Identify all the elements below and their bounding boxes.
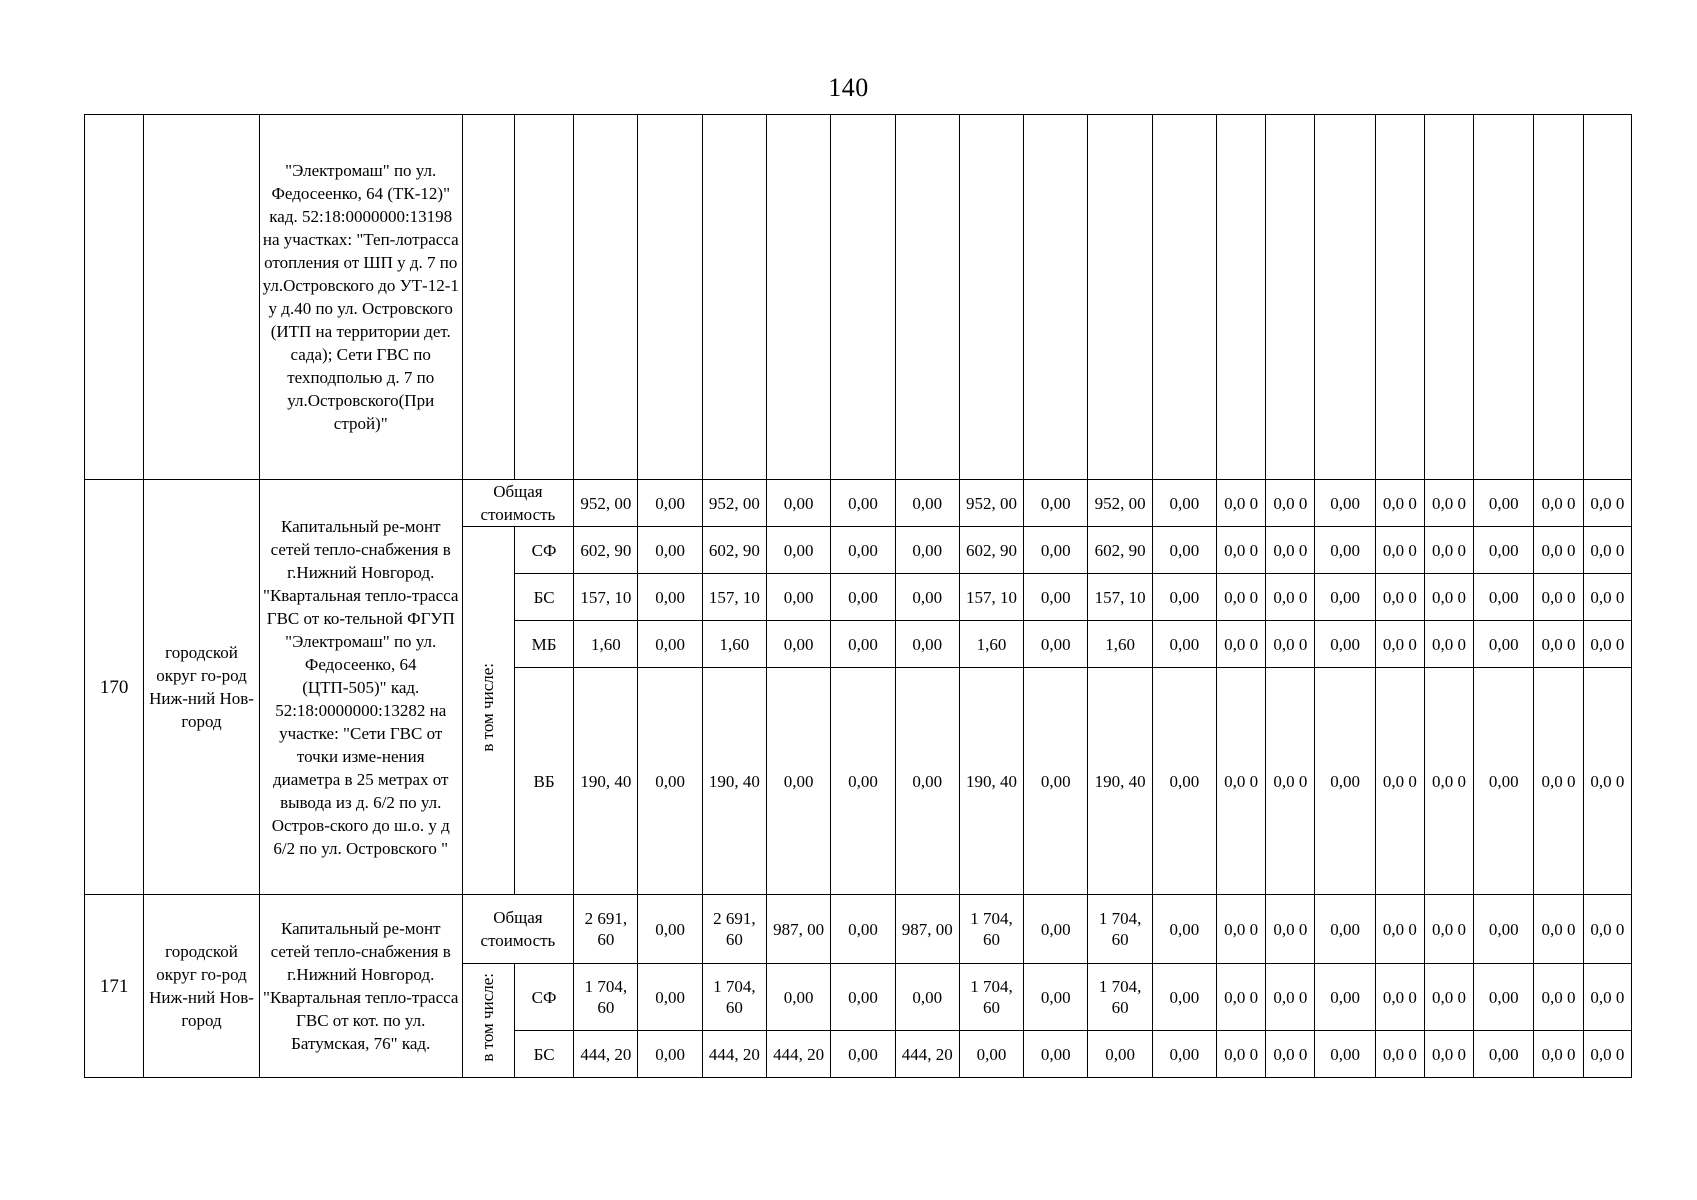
value-cell: 0,0 0	[1375, 527, 1424, 574]
empty-cell	[1266, 115, 1315, 480]
including-label: в том числе:	[478, 663, 498, 752]
value-cell: 0,00	[1152, 964, 1216, 1031]
value-cell: 0,00	[1315, 895, 1375, 964]
value-cell: 0,00	[1024, 480, 1088, 527]
value-cell: 0,0 0	[1375, 480, 1424, 527]
value-cell: 0,00	[1474, 1031, 1534, 1078]
empty-cell	[1534, 115, 1583, 480]
description-cell: "Электромаш" по ул. Федосеенко, 64 (ТК-12)" кад. 52:18:0000000:13198 на участках: "Теп-лотрасса отопления от ШП у д. 7 по ул.Островского до УТ-12-1 у д.40 по ул. Островского (ИТП на территории дет. сада); Сети ГВС по техподполью д. 7 по ул.Островского(При строй)"	[259, 115, 462, 480]
value-cell: 0,0 0	[1583, 480, 1631, 527]
page-number: 140	[828, 73, 869, 102]
value-cell: 0,0 0	[1424, 1031, 1473, 1078]
value-cell: 0,00	[1024, 574, 1088, 621]
value-cell: 0,00	[831, 1031, 895, 1078]
value-cell: 987, 00	[895, 895, 959, 964]
value-cell: 0,00	[1152, 895, 1216, 964]
value-cell: 0,00	[1152, 480, 1216, 527]
municipality-cell: городской округ го-род Ниж-ний Нов-город	[144, 480, 260, 895]
total-cost-label: Общая стоимость	[462, 895, 574, 964]
value-cell: 0,00	[638, 621, 702, 668]
value-cell: 0,00	[831, 895, 895, 964]
value-cell: 0,0 0	[1266, 574, 1315, 621]
value-cell: 0,00	[831, 574, 895, 621]
value-cell: 0,00	[1152, 527, 1216, 574]
funding-source-code: МБ	[514, 621, 573, 668]
funding-source-code: БС	[514, 574, 573, 621]
value-cell: 1 704, 60	[702, 964, 766, 1031]
value-cell: 0,0 0	[1375, 668, 1424, 895]
value-cell: 0,0 0	[1266, 621, 1315, 668]
funding-source-code: ВБ	[514, 668, 573, 895]
value-cell: 444, 20	[574, 1031, 638, 1078]
value-cell: 0,00	[1474, 527, 1534, 574]
value-cell: 1,60	[702, 621, 766, 668]
value-cell: 190, 40	[702, 668, 766, 895]
value-cell: 0,00	[1474, 895, 1534, 964]
description-cell: Капитальный ре-монт сетей тепло-снабжения в г.Нижний Новгород. "Квартальная тепло-трасса ГВС от кот. по ул. Батумская, 76" кад.	[259, 895, 462, 1078]
value-cell: 0,0 0	[1424, 621, 1473, 668]
value-cell: 0,00	[767, 964, 831, 1031]
value-cell: 0,0 0	[1217, 621, 1266, 668]
empty-cell	[1424, 115, 1473, 480]
value-cell: 0,00	[1024, 895, 1088, 964]
value-cell: 0,00	[638, 1031, 702, 1078]
number-cell	[85, 115, 144, 480]
value-cell: 0,0 0	[1583, 895, 1631, 964]
value-cell: 0,00	[895, 668, 959, 895]
value-cell: 157, 10	[574, 574, 638, 621]
value-cell: 0,00	[767, 668, 831, 895]
total-cost-label: Общая стоимость	[462, 480, 574, 527]
value-cell: 0,0 0	[1583, 668, 1631, 895]
value-cell: 0,00	[1024, 527, 1088, 574]
value-cell: 0,0 0	[1217, 480, 1266, 527]
value-cell: 0,0 0	[1217, 527, 1266, 574]
table-row	[85, 895, 1632, 964]
value-cell: 1,60	[1088, 621, 1152, 668]
value-cell: 0,00	[1315, 480, 1375, 527]
value-cell: 0,0 0	[1375, 1031, 1424, 1078]
subject-cell	[144, 115, 260, 480]
empty-cell	[1217, 115, 1266, 480]
value-cell: 0,0 0	[1217, 574, 1266, 621]
description-cell: Капитальный ре-монт сетей тепло-снабжения в г.Нижний Новгород. "Квартальная тепло-трасса ГВС от ко-тельной ФГУП "Электромаш" по ул. Федосеенко, 64 (ЦТП-505)" кад. 52:18:0000000:13282 на участке: "Сети ГВС от точки изме-нения диаметра в 25 метрах от вывода из д. 6/2 по ул. Остров-ского до ш.о. у д 6/2 по ул. Островского "	[259, 480, 462, 895]
value-cell: 0,00	[1024, 1031, 1088, 1078]
funding-table	[84, 114, 1632, 1078]
value-cell: 602, 90	[959, 527, 1023, 574]
value-cell: 952, 00	[702, 480, 766, 527]
empty-cell	[767, 115, 831, 480]
value-cell: 1 704, 60	[574, 964, 638, 1031]
table-body	[85, 115, 1632, 1078]
value-cell: 0,00	[895, 574, 959, 621]
value-cell: 0,0 0	[1375, 895, 1424, 964]
value-cell: 0,00	[767, 621, 831, 668]
value-cell: 0,00	[831, 480, 895, 527]
value-cell: 0,00	[1474, 574, 1534, 621]
funding-source-code: СФ	[514, 964, 573, 1031]
table-row	[85, 115, 1632, 480]
value-cell: 0,0 0	[1266, 480, 1315, 527]
value-cell: 0,0 0	[1375, 574, 1424, 621]
empty-cell	[1024, 115, 1088, 480]
value-cell: 0,00	[638, 895, 702, 964]
value-cell: 0,00	[895, 527, 959, 574]
value-cell: 0,00	[895, 621, 959, 668]
empty-cell	[514, 115, 573, 480]
value-cell: 0,0 0	[1534, 668, 1583, 895]
value-cell: 0,00	[831, 964, 895, 1031]
value-cell: 0,0 0	[1583, 527, 1631, 574]
value-cell: 190, 40	[959, 668, 1023, 895]
value-cell: 0,00	[1152, 1031, 1216, 1078]
value-cell: 0,00	[1024, 964, 1088, 1031]
value-cell: 0,00	[638, 480, 702, 527]
value-cell: 0,0 0	[1583, 621, 1631, 668]
value-cell: 190, 40	[1088, 668, 1152, 895]
value-cell: 0,0 0	[1375, 621, 1424, 668]
value-cell: 0,0 0	[1266, 668, 1315, 895]
value-cell: 602, 90	[1088, 527, 1152, 574]
empty-cell	[1583, 115, 1631, 480]
value-cell: 0,0 0	[1534, 621, 1583, 668]
empty-cell	[702, 115, 766, 480]
empty-cell	[1375, 115, 1424, 480]
value-cell: 0,00	[1152, 621, 1216, 668]
value-cell: 1 704, 60	[1088, 964, 1152, 1031]
value-cell: 0,00	[831, 668, 895, 895]
value-cell: 1 704, 60	[959, 895, 1023, 964]
value-cell: 0,0 0	[1534, 527, 1583, 574]
value-cell: 0,0 0	[1217, 895, 1266, 964]
value-cell: 0,00	[767, 480, 831, 527]
including-label-cell	[462, 964, 514, 1078]
value-cell: 0,0 0	[1424, 895, 1473, 964]
value-cell: 0,00	[1024, 621, 1088, 668]
value-cell: 444, 20	[895, 1031, 959, 1078]
empty-cell	[831, 115, 895, 480]
empty-cell	[1088, 115, 1152, 480]
value-cell: 0,00	[1474, 480, 1534, 527]
value-cell: 0,0 0	[1217, 964, 1266, 1031]
value-cell: 1,60	[959, 621, 1023, 668]
value-cell: 0,00	[831, 621, 895, 668]
value-cell: 0,00	[1474, 964, 1534, 1031]
value-cell: 0,00	[767, 574, 831, 621]
value-cell: 0,00	[1315, 574, 1375, 621]
value-cell: 0,0 0	[1534, 480, 1583, 527]
value-cell: 190, 40	[574, 668, 638, 895]
value-cell: 0,00	[895, 964, 959, 1031]
value-cell: 157, 10	[1088, 574, 1152, 621]
value-cell: 0,00	[1315, 527, 1375, 574]
value-cell: 0,0 0	[1375, 964, 1424, 1031]
empty-cell	[895, 115, 959, 480]
value-cell: 0,0 0	[1424, 574, 1473, 621]
municipality-cell: городской округ го-род Ниж-ний Нов-город	[144, 895, 260, 1078]
value-cell: 0,00	[638, 527, 702, 574]
value-cell: 0,0 0	[1534, 1031, 1583, 1078]
value-cell: 157, 10	[702, 574, 766, 621]
value-cell: 0,00	[1088, 1031, 1152, 1078]
value-cell: 1,60	[574, 621, 638, 668]
value-cell: 157, 10	[959, 574, 1023, 621]
value-cell: 0,00	[638, 668, 702, 895]
value-cell: 0,0 0	[1266, 1031, 1315, 1078]
value-cell: 0,00	[1315, 668, 1375, 895]
value-cell: 1 704, 60	[959, 964, 1023, 1031]
empty-cell	[574, 115, 638, 480]
value-cell: 0,00	[1315, 964, 1375, 1031]
value-cell: 2 691, 60	[574, 895, 638, 964]
value-cell: 0,0 0	[1217, 1031, 1266, 1078]
row-number: 170	[85, 480, 144, 895]
value-cell: 0,00	[1315, 621, 1375, 668]
value-cell: 0,00	[767, 527, 831, 574]
value-cell: 0,00	[638, 574, 702, 621]
value-cell: 952, 00	[959, 480, 1023, 527]
value-cell: 0,0 0	[1266, 527, 1315, 574]
empty-cell	[1315, 115, 1375, 480]
value-cell: 0,0 0	[1424, 668, 1473, 895]
value-cell: 952, 00	[574, 480, 638, 527]
empty-cell	[1474, 115, 1534, 480]
table-row	[85, 480, 1632, 527]
value-cell: 0,00	[1024, 668, 1088, 895]
value-cell: 0,0 0	[1583, 1031, 1631, 1078]
value-cell: 0,00	[831, 527, 895, 574]
value-cell: 0,00	[1474, 621, 1534, 668]
value-cell: 0,00	[1474, 668, 1534, 895]
value-cell: 444, 20	[702, 1031, 766, 1078]
value-cell: 0,00	[1152, 668, 1216, 895]
value-cell: 0,00	[1315, 1031, 1375, 1078]
empty-cell	[638, 115, 702, 480]
value-cell: 0,0 0	[1424, 480, 1473, 527]
value-cell: 0,00	[1152, 574, 1216, 621]
value-cell: 0,0 0	[1424, 527, 1473, 574]
empty-cell	[1152, 115, 1216, 480]
value-cell: 0,00	[959, 1031, 1023, 1078]
empty-cell	[462, 115, 514, 480]
value-cell: 0,00	[895, 480, 959, 527]
row-number: 171	[85, 895, 144, 1078]
empty-cell	[959, 115, 1023, 480]
value-cell: 952, 00	[1088, 480, 1152, 527]
value-cell: 1 704, 60	[1088, 895, 1152, 964]
funding-source-code: СФ	[514, 527, 573, 574]
value-cell: 0,0 0	[1217, 668, 1266, 895]
value-cell: 0,0 0	[1534, 964, 1583, 1031]
value-cell: 2 691, 60	[702, 895, 766, 964]
value-cell: 444, 20	[767, 1031, 831, 1078]
value-cell: 0,0 0	[1583, 964, 1631, 1031]
value-cell: 987, 00	[767, 895, 831, 964]
value-cell: 0,00	[638, 964, 702, 1031]
value-cell: 0,0 0	[1534, 574, 1583, 621]
value-cell: 602, 90	[702, 527, 766, 574]
value-cell: 0,0 0	[1424, 964, 1473, 1031]
value-cell: 0,0 0	[1583, 574, 1631, 621]
including-label-cell	[462, 527, 514, 895]
value-cell: 0,0 0	[1266, 895, 1315, 964]
value-cell: 602, 90	[574, 527, 638, 574]
value-cell: 0,0 0	[1266, 964, 1315, 1031]
funding-source-code: БС	[514, 1031, 573, 1078]
value-cell: 0,0 0	[1534, 895, 1583, 964]
including-label: в том числе:	[478, 973, 498, 1062]
